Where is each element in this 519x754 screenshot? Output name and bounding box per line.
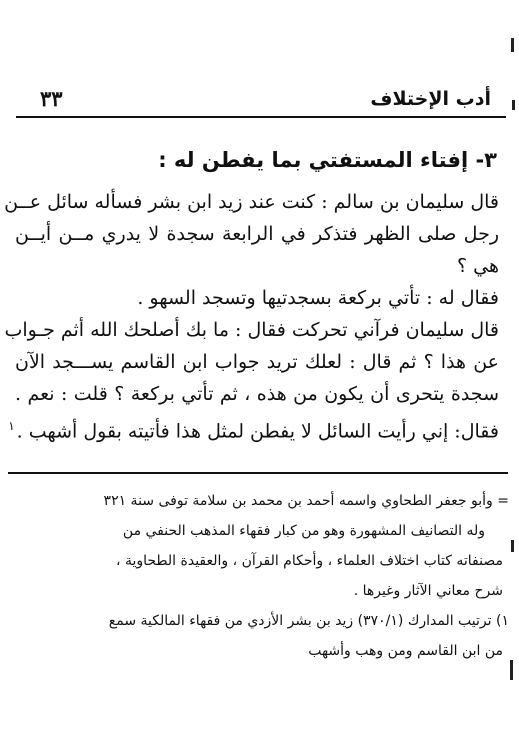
scan-edge-mark [511,38,514,52]
footnote-reference: ١ [8,419,15,433]
header-rule [16,116,506,118]
body-line: قال سليمان بن سالم : كنت عند زيد ابن بشر فسأله سائل عــن [4,191,499,213]
footnote-line: شرح معاني الآثار وغيرها . [353,583,503,599]
footnote-line: وله التصانيف المشهورة وهو من كبار فقهاء المذهب الحنفي من [122,523,485,539]
page-number: ٣٣ [40,86,63,111]
body-text [4,186,499,443]
running-title: أدب الإختلاف [370,88,491,110]
body-line: فقال له : تأتي بركعة بسجدتيها وتسجد السهو . [137,287,499,309]
body-line: رجل صلى الظهر فتذكر في الرابعة سجدة لا يدري مــن أيــن [15,223,499,245]
body-line: سجدة يتحرى أن يكون من هذه ، ثم تأتي بركعة ؟ قلت : نعم . [15,383,499,405]
body-line: هي ؟ [457,255,499,277]
body-line-last [8,410,499,443]
footnote-line: من ابن القاسم ومن وهب وأشهب [308,643,503,659]
section-heading: ٣- إفتاء المستفتي بما يفطن له : [158,148,497,172]
footnote-line: ١) ترتيب المدارك (٣٧٠/١) زيد بن بشر الأزدي من فقهاء المالكية سمع [108,613,509,629]
scan-edge-mark [510,660,513,680]
body-line: قال سليمان فرآني تحركت فقال : ما بك أصلحك الله أثم جـواب [4,319,499,341]
body-line-text: فقال: إني رأيت السائل لا يفطن لمثل هذا فأتيته بقول أشهب . [16,420,499,443]
footnotes [9,486,509,666]
scan-edge-mark [512,100,515,110]
footnote-line: = وأبو جعفر الطحاوي واسمه أحمد بن محمد بن سلامة توفى سنة ٣٢١ [103,493,509,509]
body-line: عن هذا ؟ ثم قال : لعلك تريد جواب ابن القاسم يســـجد الآن [15,351,499,373]
footnote-line: مصنفاته كتاب اختلاف العلماء ، وأحكام القرآن ، والعقيدة الطحاوية ، [116,553,503,569]
scan-edge-mark [511,540,514,552]
footnote-rule [8,472,508,474]
